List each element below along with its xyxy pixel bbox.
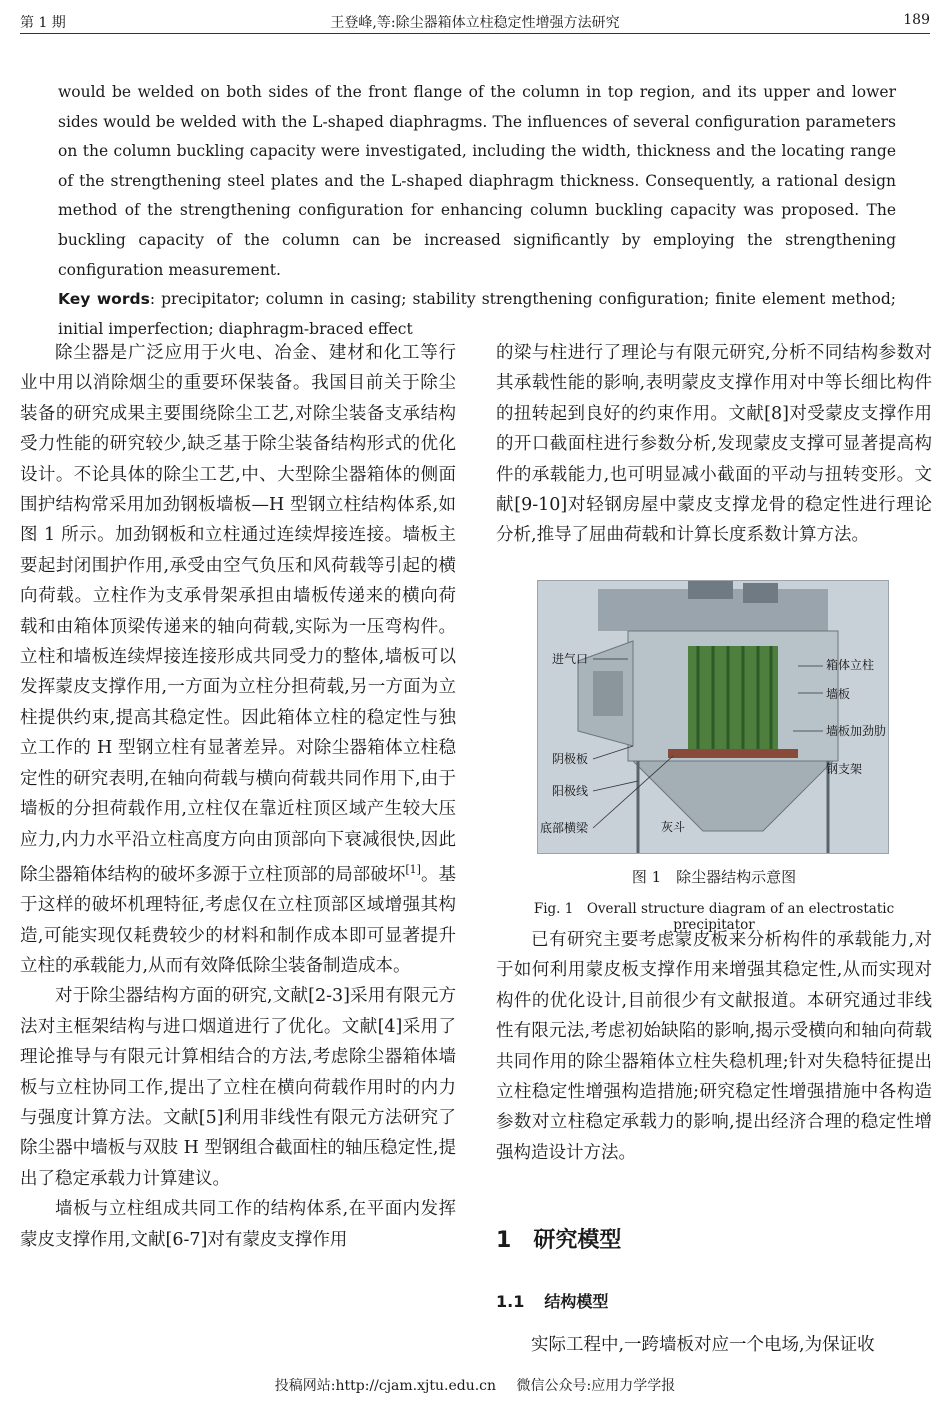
- label-steel-support: 钢支架: [826, 762, 863, 776]
- paragraph: 的梁与柱进行了理论与有限元研究,分析不同结构参数对其承载性能的影响,表明蒙皮支撑作用对中等长细比构件的扭转起到良好的约束作用。文献[8]对受蒙皮支撑作用的开口截面柱进行参数分析,发现蒙皮支撑可显著提高构件的承载能力,也可明显减小截面的平动与扭转变形。文献[9-10]对轻钢房屋中蒙皮支撑龙骨的稳定性进行理论分析,推导了屈曲荷载和计算长度系数计算方法。: [496, 343, 932, 546]
- roof-detail: [688, 581, 733, 599]
- label-column: 箱体立柱: [826, 658, 875, 672]
- paragraph-part: 除尘器是广泛应用于火电、冶金、建材和化工等行业中用以消除烟尘的重要环保装备。我国目前关于除尘装备的研究成果主要围绕除尘工艺,对除尘装备支承结构受力性能的研究较少,缺乏基于除尘装备结构形式的优化设计。不论具体的除尘工艺,中、大型除尘器箱体的侧面围护结构常采用加劲钢板墙板—H 型钢立柱结构体系,如图 1 所示。加劲钢板和立柱通过连续焊接连接。墙板主要起封闭围护作用,承受由空气负压和风荷载等引起的横向荷载。立柱作为支承骨架承担由墙板传递来的横向荷载和由箱体顶梁传递来的轴向荷载,实际为一压弯构件。立柱和墙板连续焊接连接形成共同受力的整体,墙板可以发挥蒙皮支撑作用,一方面为立柱分担荷载,另一方面为立柱提供约束,提高其稳定性。因此箱体立柱的稳定性与独立工作的 H 型钢立柱有显著差异。对除尘器箱体立柱稳定性的研究表明,在轴向荷载与横向荷载共同作用下,由于墙板的分担荷载作用,立柱仅在靠近柱顶区域产生较大压应力,内力水平沿立柱高度方向由顶部向下衰减很快,因此除尘器箱体结构的破坏多源于立柱顶部的局部破坏: [20, 343, 456, 885]
- figure-caption-zh: 图 1 除尘器结构示意图: [631, 868, 797, 886]
- abstract-block: [58, 78, 896, 344]
- subsection-title: 结构模型: [544, 1292, 609, 1311]
- paragraph: 对于除尘器结构方面的研究,文献[2-3]采用有限元方法对主框架结构与进口烟道进行了优化。文献[4]采用了理论推导与有限元计算相结合的方法,考虑除尘器箱体墙板与立柱协同工作,提出了立柱在横向荷载作用时的内力与强度计算方法。文献[5]利用非线性有限元方法研究了除尘器中墙板与双肢 H 型钢组合截面柱的轴压稳定性,提出了稳定承载力计算建议。: [20, 986, 456, 1189]
- label-wall: 墙板: [826, 687, 851, 701]
- footer-wechat: 微信公众号:应用力学学报: [516, 1378, 676, 1394]
- figure-1: [537, 580, 889, 854]
- left-column: [20, 338, 456, 1255]
- label-cathode-plate: 阴极板: [552, 752, 589, 766]
- citation-ref[interactable]: [1]: [405, 862, 421, 876]
- journal-issue: 第 1 期: [20, 15, 66, 31]
- label-bottom-beam: 底部横梁: [540, 821, 589, 835]
- precipitator-diagram: [538, 581, 888, 853]
- section-title: 研究模型: [533, 1228, 622, 1253]
- right-column-top: [496, 338, 932, 551]
- label-hopper: 灰斗: [661, 820, 686, 834]
- footer-site[interactable]: 投稿网站:http://cjam.xjtu.edu.cn: [274, 1378, 497, 1394]
- inlet-frame: [593, 671, 623, 716]
- label-stiffener: 墙板加劲肋: [826, 724, 887, 738]
- right-column-mid: [496, 925, 932, 1168]
- electrode-field: [688, 646, 778, 756]
- subsection-number: 1.1: [496, 1292, 525, 1311]
- keywords-line: [58, 285, 896, 344]
- roof-detail: [743, 583, 778, 603]
- paragraph: 已有研究主要考虑蒙皮板来分析构件的承载能力,对于如何利用蒙皮板支撑作用来增强其稳定性,从而实现对构件的优化设计,目前很少有文献报道。本研究通过非线性有限元法,考虑初始缺陷的影响,揭示受横向和轴向荷载共同作用的除尘器箱体立柱失稳机理;针对失稳特征提出立柱稳定性增强构造措施;研究稳定性增强措施中各构造参数对立柱稳定承载力的影响,提出经济合理的稳定性增强构造设计方法。: [496, 930, 932, 1163]
- label-anode-line: 阳极线: [552, 784, 589, 798]
- keywords-label: Key words: [58, 290, 150, 309]
- figure-caption-en: Fig. 1 Overall structure diagram of an electrostatic precipitator: [533, 901, 895, 933]
- paragraph-part: 。基于这样的破坏机理特征,考虑仅在立柱顶部区域增强其构造,可能实现仅耗费较少的材料和制作成本即可显著提升立柱的承载能力,从而有效降低除尘装备制造成本。: [20, 864, 457, 976]
- abstract-text: would be welded on both sides of the front flange of the column in top region, and its upper and lower sides would be welded with the L-shaped diaphragms. The influences of several configuration parameters on the column buckling capacity were investigated, including the width, thickness and the locating range of the strengthening steel plates and the L-shaped diaphragm thickness. Consequently, a rational design method of the strengthening configuration for enhancing column buckling capacity was proposed. The buckling capacity of the column can be increased significantly by employing the strengthening configuration measurement.: [58, 83, 896, 279]
- paragraph: [20, 338, 456, 981]
- bottom-beam: [668, 749, 798, 758]
- right-column-bottom: [496, 1330, 932, 1360]
- paragraph: 实际工程中,一跨墙板对应一个电场,为保证收: [531, 1335, 875, 1355]
- header-rule: [20, 33, 930, 34]
- page-header: [20, 8, 930, 32]
- section-number: 1: [496, 1228, 512, 1253]
- label-inlet: 进气口: [552, 652, 589, 666]
- page-number: 189: [903, 12, 930, 28]
- running-title: 王登峰,等:除尘器箱体立柱稳定性增强方法研究: [330, 15, 620, 31]
- keywords-text: : precipitator; column in casing; stability strengthening configuration; finite element method; initial imperfection; diaphragm-braced effect: [58, 290, 897, 338]
- section-heading-1-1: [496, 1289, 608, 1312]
- paragraph: 墙板与立柱组成共同工作的结构体系,在平面内发挥蒙皮支撑作用,文献[6-7]对有蒙皮支撑作用: [20, 1199, 456, 1250]
- page-footer: [0, 1375, 950, 1395]
- section-heading-1: [496, 1223, 621, 1254]
